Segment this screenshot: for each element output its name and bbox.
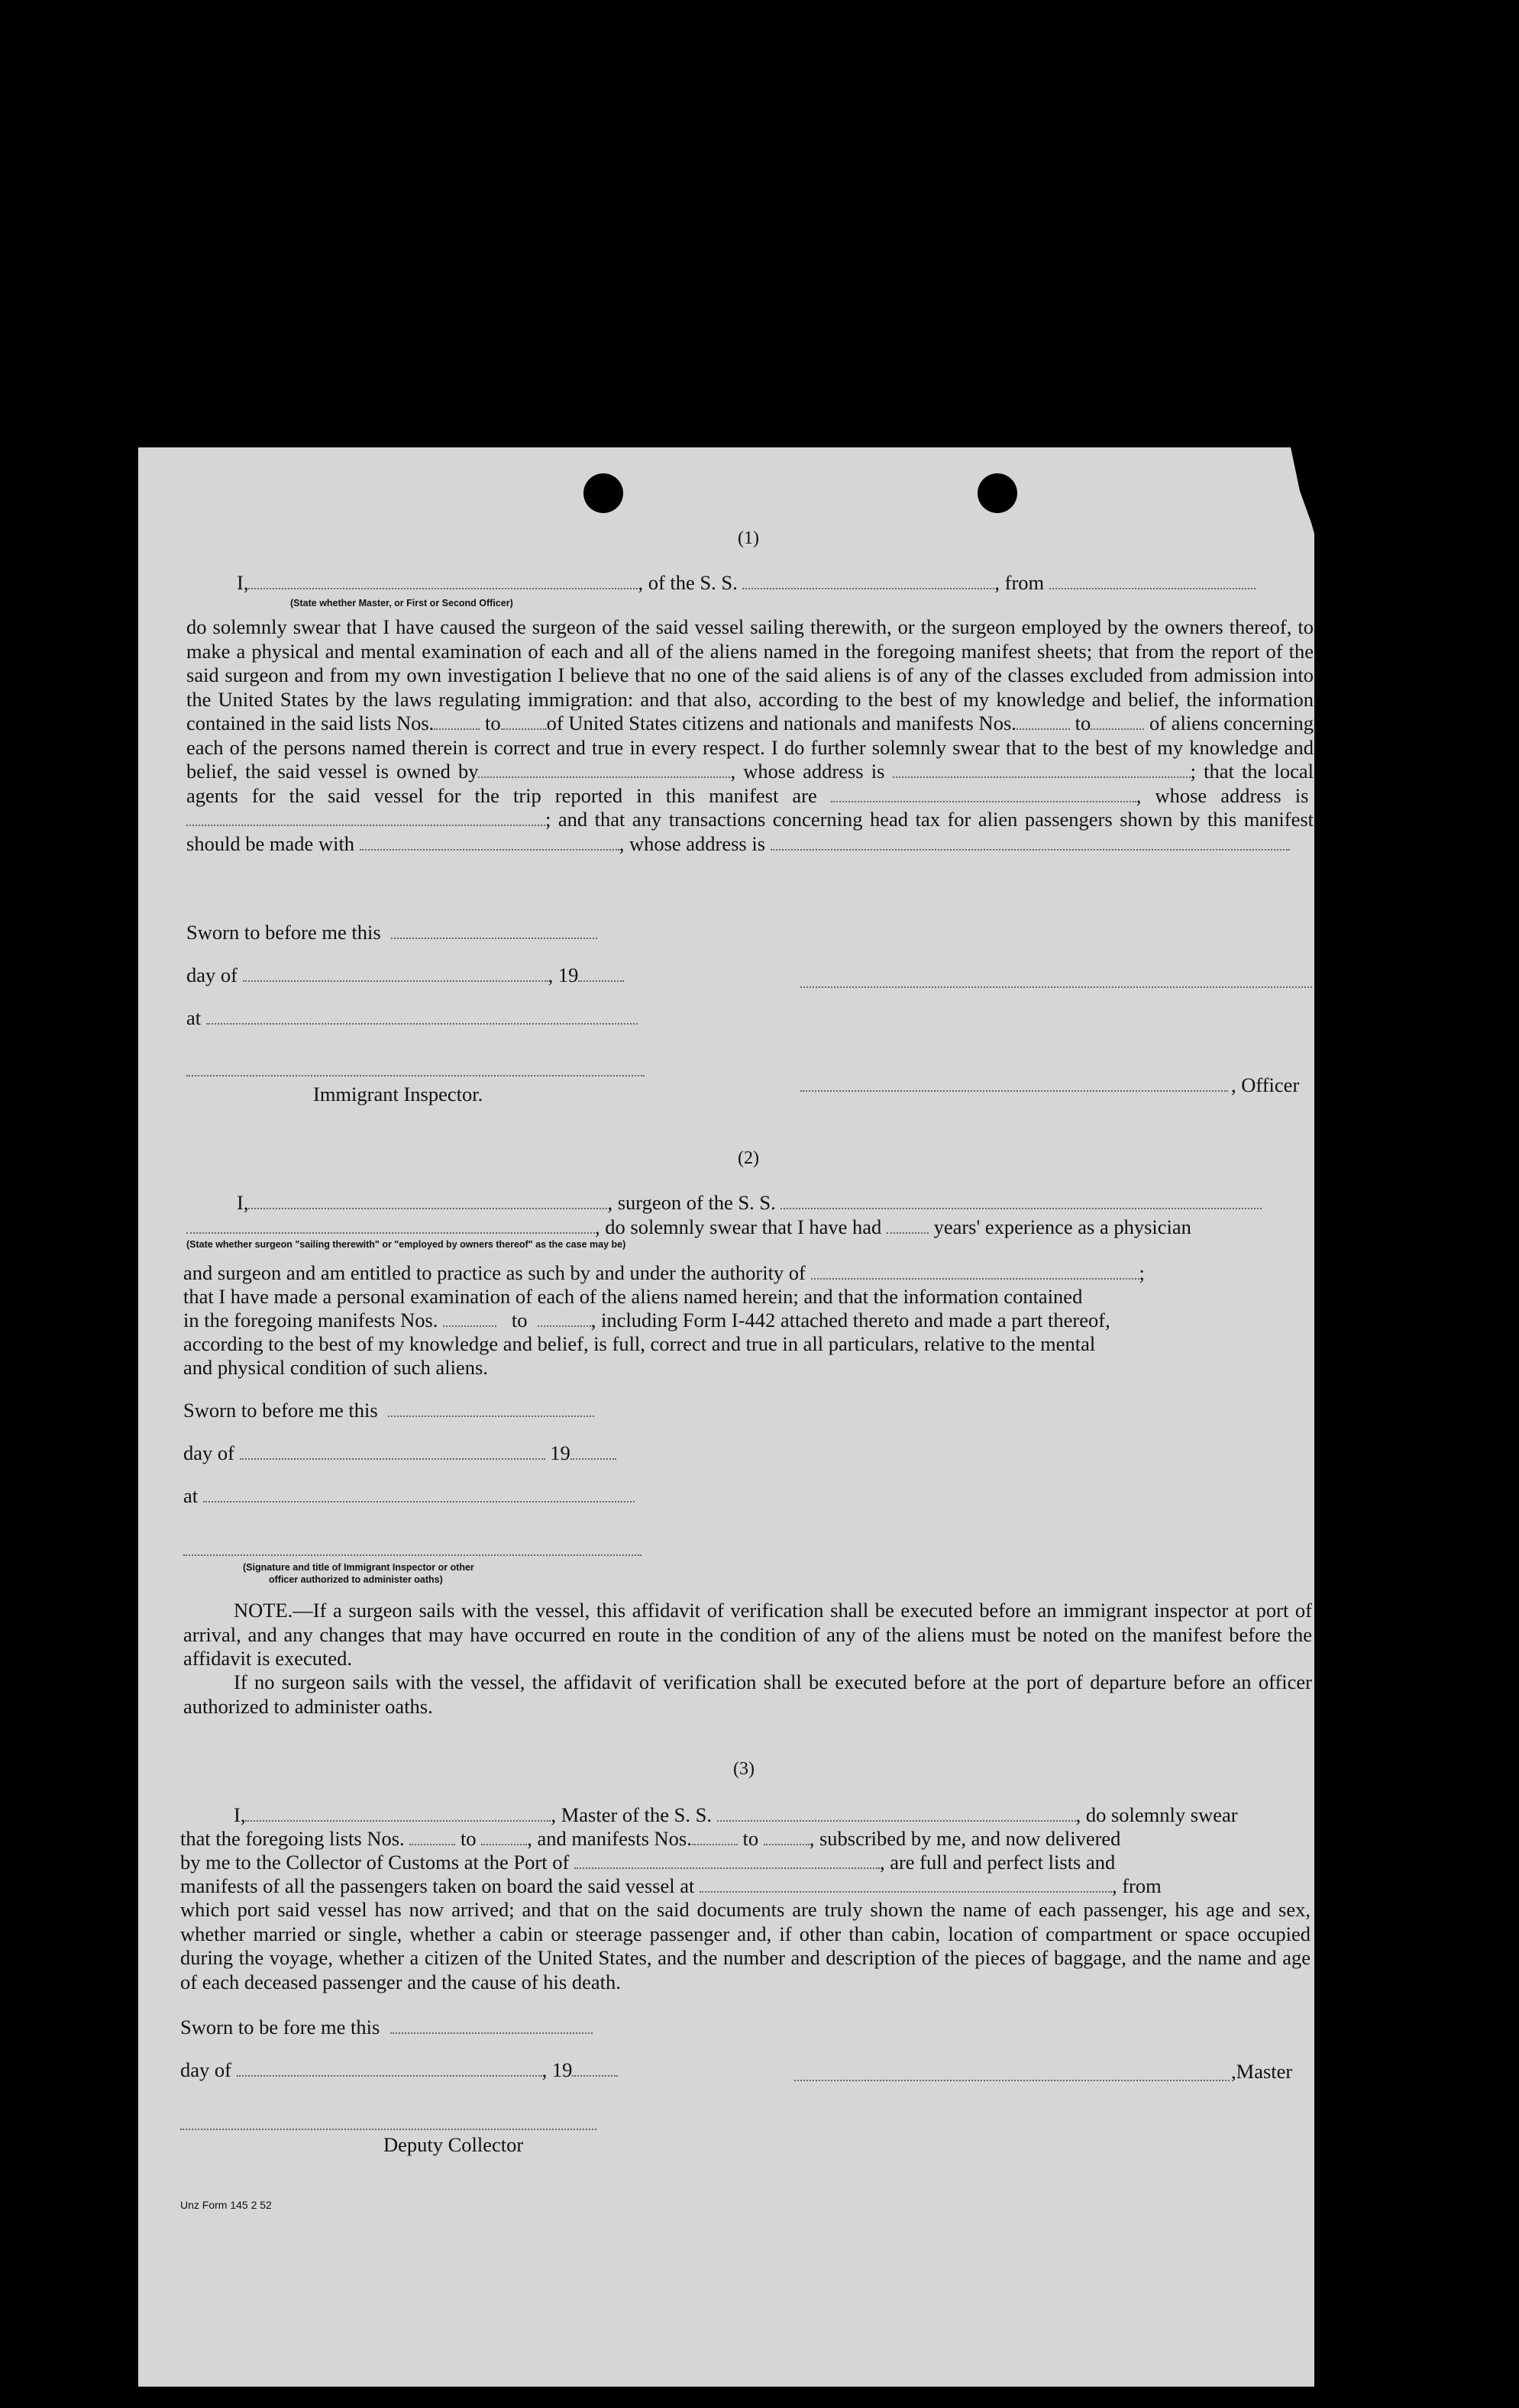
s1-body: do solemnly swear that I have caused the surgeon of the said vessel sailing therewith, or the surgeon employed by the owners thereof, to make a physical and mental examination of each and all of the aliens named in the foregoing manifest sheets; that from the report of the said surgeon and from my own investigation I believe that no one of the said aliens is of any of the classes excluded from admission into the United States by the laws regulating immigration: and that also, according to the best of my knowledge and belief, the information contained in the said lists Nos. to of United States citizens and nationals and manifests Nos. to of aliens concerning each of the persons named therein is correct and true in every respect. I do further solemnly swear that to the best of my knowledge and belief, the said vessel is owned by , whose address is ; that the local agents for the said vessel for the trip reported in this manifest are , whose address is ; and that any transactions concerning head tax for alien passengers shown by this manifest should be made with , whose address is: [186, 615, 1314, 855]
master-signature-line[interactable]: [794, 2078, 1230, 2081]
note-paragraph-2: If no surgeon sails with the vessel, the affidavit of verification shall be executed before at the port of departure before an officer authorized to administer oaths.: [183, 1670, 1312, 1718]
vessel-name-field[interactable]: [742, 571, 994, 589]
officer-title-field[interactable]: [248, 571, 638, 589]
s3-line4: manifests of all the passengers taken on board the said vessel at , from: [180, 1874, 1162, 1897]
master-label: ,Master: [1231, 2060, 1293, 2083]
section-number: (1): [738, 528, 759, 548]
s3-manifest-from-field[interactable]: [692, 1827, 738, 1845]
from-port-field[interactable]: [1049, 571, 1256, 589]
punch-hole: [1385, 2306, 1422, 2344]
s1-sworn: Sworn to before me this: [186, 921, 597, 944]
s2-sworn: Sworn to before me this: [183, 1399, 594, 1422]
s2-at: at: [183, 1484, 635, 1507]
surgeon-name-field[interactable]: [248, 1191, 607, 1209]
s2-month-field[interactable]: [240, 1441, 545, 1460]
section-number: (3): [733, 1759, 755, 1779]
s3-body: which port said vessel has now arrived; and that on the said documents are truly shown the name of each passenger, his age and sex, whether married or single, whether a cabin or steerage passenger and, if other than cabin, location of compartment or space occupied during the voyage, whether a citizen of the United States, and the number and description of the pieces of baggage, and the name and age of each deceased passenger and the cause of his death.: [180, 1898, 1311, 1993]
deputy-signature-line[interactable]: [180, 2127, 596, 2130]
form-number: Unz Form 145 2 52: [180, 2199, 272, 2211]
head-tax-party-field[interactable]: [360, 832, 619, 851]
punch-hole: [1382, 1710, 1422, 1753]
s1-first-line: I, , of the S. S. , from: [237, 571, 1256, 594]
s3-line3: by me to the Collector of Customs at the Port of , are full and perfect lists and: [180, 1851, 1116, 1874]
punch-hole: [978, 473, 1017, 513]
s1-at: at: [186, 1006, 638, 1029]
s2-line2: that I have made a personal examination of each of the aliens named herein; and that the information contained: [183, 1285, 1083, 1308]
s2-place-field[interactable]: [203, 1484, 635, 1503]
officer-label: , Officer: [1231, 1073, 1300, 1096]
years-field[interactable]: [887, 1215, 929, 1234]
s2-year-field[interactable]: [570, 1441, 616, 1460]
s2-manifest-from-field[interactable]: [443, 1309, 496, 1327]
master-name-field[interactable]: [245, 1803, 551, 1822]
note-paragraph-1: NOTE.—If a surgeon sails with the vessel, this affidavit of verification shall be executed before an immigrant inspector at port of arrival, and any changes that may have occurred en route in the condition of any of the aliens must be noted on the manifest before the affidavit is executed.: [183, 1599, 1312, 1670]
s2-line3: in the foregoing manifests Nos. to , including Form I-442 attached thereto and made a part thereof,: [183, 1309, 1110, 1332]
s3-sworn-date-field[interactable]: [390, 2016, 593, 2034]
officer-signature-line[interactable]: [800, 985, 1312, 988]
authority-field[interactable]: [811, 1261, 1139, 1280]
section-number: (2): [738, 1148, 759, 1168]
punch-hole: [1384, 1832, 1422, 1875]
punch-hole: [583, 473, 623, 513]
punch-hole: [1381, 924, 1420, 967]
s3-day-of: day of , 19: [180, 2058, 618, 2081]
month-field[interactable]: [243, 964, 548, 982]
boarding-port-field[interactable]: [700, 1874, 1112, 1893]
signature-note-2: officer authorized to administer oaths): [269, 1574, 443, 1585]
s3-line2: that the foregoing lists Nos. to , and manifests Nos. to , subscribed by me, and now delivered: [180, 1827, 1121, 1850]
signature-note-1: (Signature and title of Immigrant Inspector or other: [243, 1562, 474, 1573]
s3-sworn: Sworn to be fore me this: [180, 2016, 593, 2038]
surgeon-status-field[interactable]: [186, 1215, 595, 1234]
deputy-collector-label: Deputy Collector: [383, 2133, 524, 2156]
inspector-signature-line[interactable]: [186, 1073, 645, 1076]
list-no-from-field[interactable]: [434, 712, 480, 730]
s2-line1: and surgeon and am entitled to practice as such by and under the authority of ;: [183, 1261, 1145, 1284]
owner-address-field[interactable]: [893, 760, 1191, 778]
s1-day-of: day of , 19: [186, 964, 624, 986]
s3-list-from-field[interactable]: [409, 1827, 455, 1845]
s3-manifest-to-field[interactable]: [764, 1827, 810, 1845]
punch-hole: [1382, 2180, 1419, 2224]
punch-hole: [1388, 1403, 1422, 1437]
s2-vessel-field[interactable]: [781, 1191, 1262, 1209]
manifest-no-to-field[interactable]: [1091, 712, 1144, 730]
port-field[interactable]: [574, 1851, 880, 1869]
immigrant-inspector-label: Immigrant Inspector.: [313, 1083, 483, 1106]
s2-line5: and physical condition of such aliens.: [183, 1356, 488, 1379]
surgeon-status-note: (State whether surgeon "sailing therewith" or "employed by owners thereof" as the case may be): [186, 1239, 626, 1250]
officer-title-note: (State whether Master, or First or Second Officer): [290, 598, 513, 608]
s2-manifest-to-field[interactable]: [538, 1309, 591, 1327]
local-agents-field[interactable]: [831, 784, 1136, 802]
year-field[interactable]: [578, 964, 624, 982]
punch-hole: [1382, 611, 1417, 641]
s2-inspector-signature-line[interactable]: [183, 1553, 642, 1556]
head-tax-address-field[interactable]: [771, 832, 1290, 851]
s3-list-to-field[interactable]: [481, 1827, 527, 1845]
s2-first-line: I, , surgeon of the S. S.: [237, 1191, 1262, 1214]
list-no-to-field[interactable]: [501, 712, 547, 730]
officer-title-line[interactable]: [800, 1089, 1228, 1092]
s2-second-line: , do solemnly swear that I have had years' experience as a physician: [186, 1215, 1191, 1238]
s3-year-field[interactable]: [572, 2058, 618, 2077]
s2-sworn-date-field[interactable]: [388, 1399, 594, 1417]
manifest-no-from-field[interactable]: [1016, 712, 1070, 730]
s3-month-field[interactable]: [237, 2058, 542, 2077]
s2-day-of: day of 19: [183, 1441, 616, 1464]
owner-field[interactable]: [478, 760, 730, 778]
s3-first-line: I, , Master of the S. S. , do solemnly swear: [234, 1803, 1238, 1826]
punch-hole: [1382, 1046, 1420, 1086]
place-field[interactable]: [206, 1006, 638, 1025]
s2-line4: according to the best of my knowledge and belief, is full, correct and true in all particulars, relative to the mental: [183, 1332, 1096, 1355]
sworn-date-field[interactable]: [391, 921, 597, 939]
s3-vessel-field[interactable]: [717, 1803, 1076, 1822]
agents-address-field[interactable]: [186, 808, 545, 826]
